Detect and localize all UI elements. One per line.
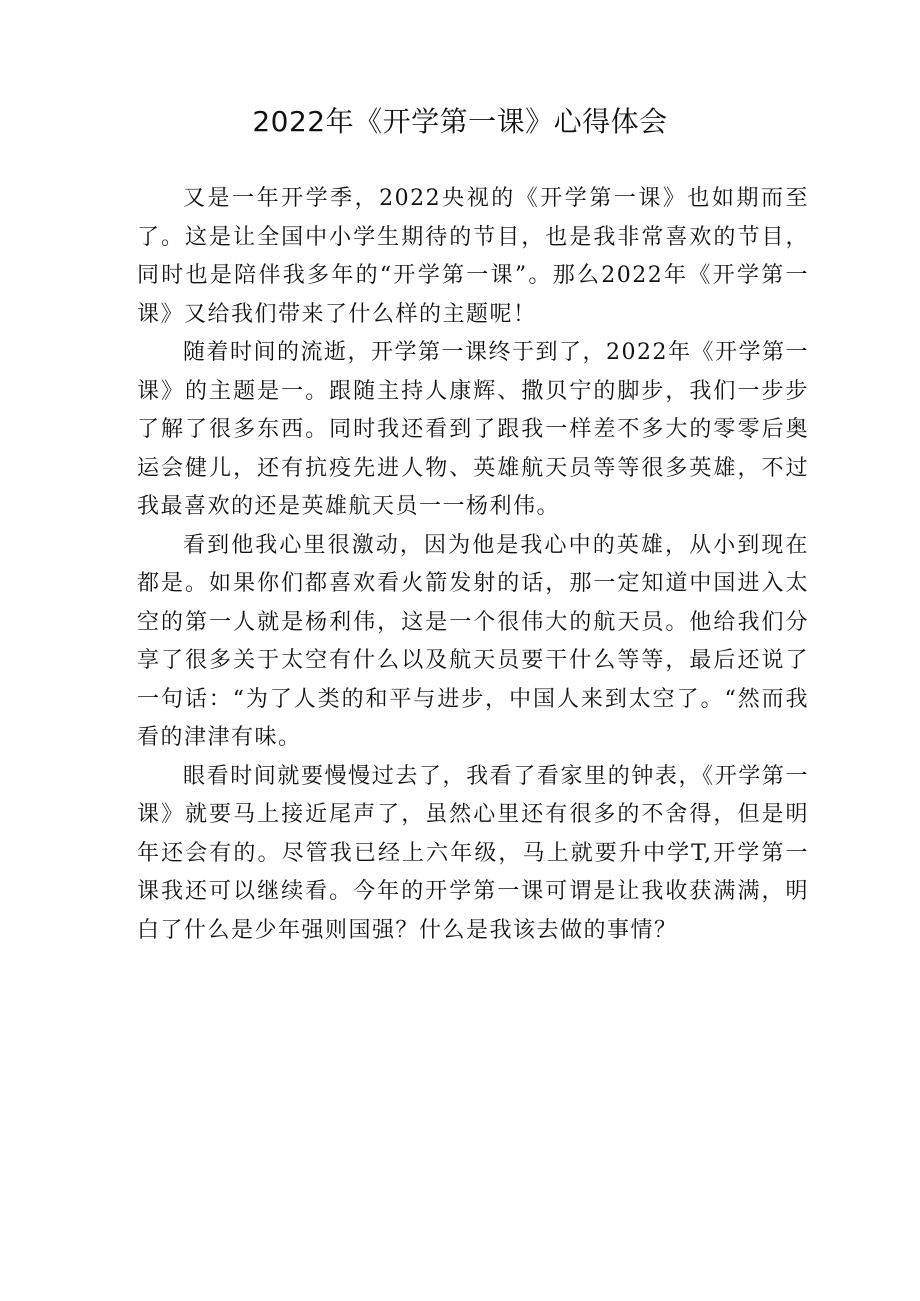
paragraph-4: 眼看时间就要慢慢过去了，我看了看家里的钟表，《开学第一课》就要马上接近尾声了，虽然心里还有很多的不舍得，但是明年还会有的。尽管我已经上六年级，马上就要升中学T,开学第一课我还可以继续看。今年的开学第一课可谓是让我收获满满，明白了什么是少年强则国强？什么是我该去做的事情？ (137, 763, 809, 943)
paragraph-3: 看到他我心里很激动，因为他是我心中的英雄，从小到现在都是。如果你们都喜欢看火箭发射的话，那一定知道中国进入太空的第一人就是杨利伟，这是一个很伟大的航天员。他给我们分享了很多关于太空有什么以及航天员要干什么等等，最后还说了一句话：“为了人类的和平与进步，中国人来到太空了。“然而我看的津津有味。 (137, 532, 809, 750)
paragraph-2: 随着时间的流逝，开学第一课终于到了，2022年《开学第一课》的主题是一。跟随主持人康辉、撒贝宁的脚步，我们一步步了解了很多东西。同时我还看到了跟我一样差不多大的零零后奥运会健儿，还有抗疫先进人物、英雄航天员等等很多英雄，不过我最喜欢的还是英雄航天员一一杨利伟。 (137, 340, 809, 519)
document-body (137, 180, 809, 950)
paragraph-1: 又是一年开学季，2022央视的《开学第一课》也如期而至了。这是让全国中小学生期待的节目，也是我非常喜欢的节目，同时也是陪伴我多年的“开学第一课”。那么2022年《开学第一课》又给我们带来了什么样的主题呢！ (137, 186, 809, 327)
document-title: 2022年《开学第一课》心得体会 (252, 105, 668, 138)
